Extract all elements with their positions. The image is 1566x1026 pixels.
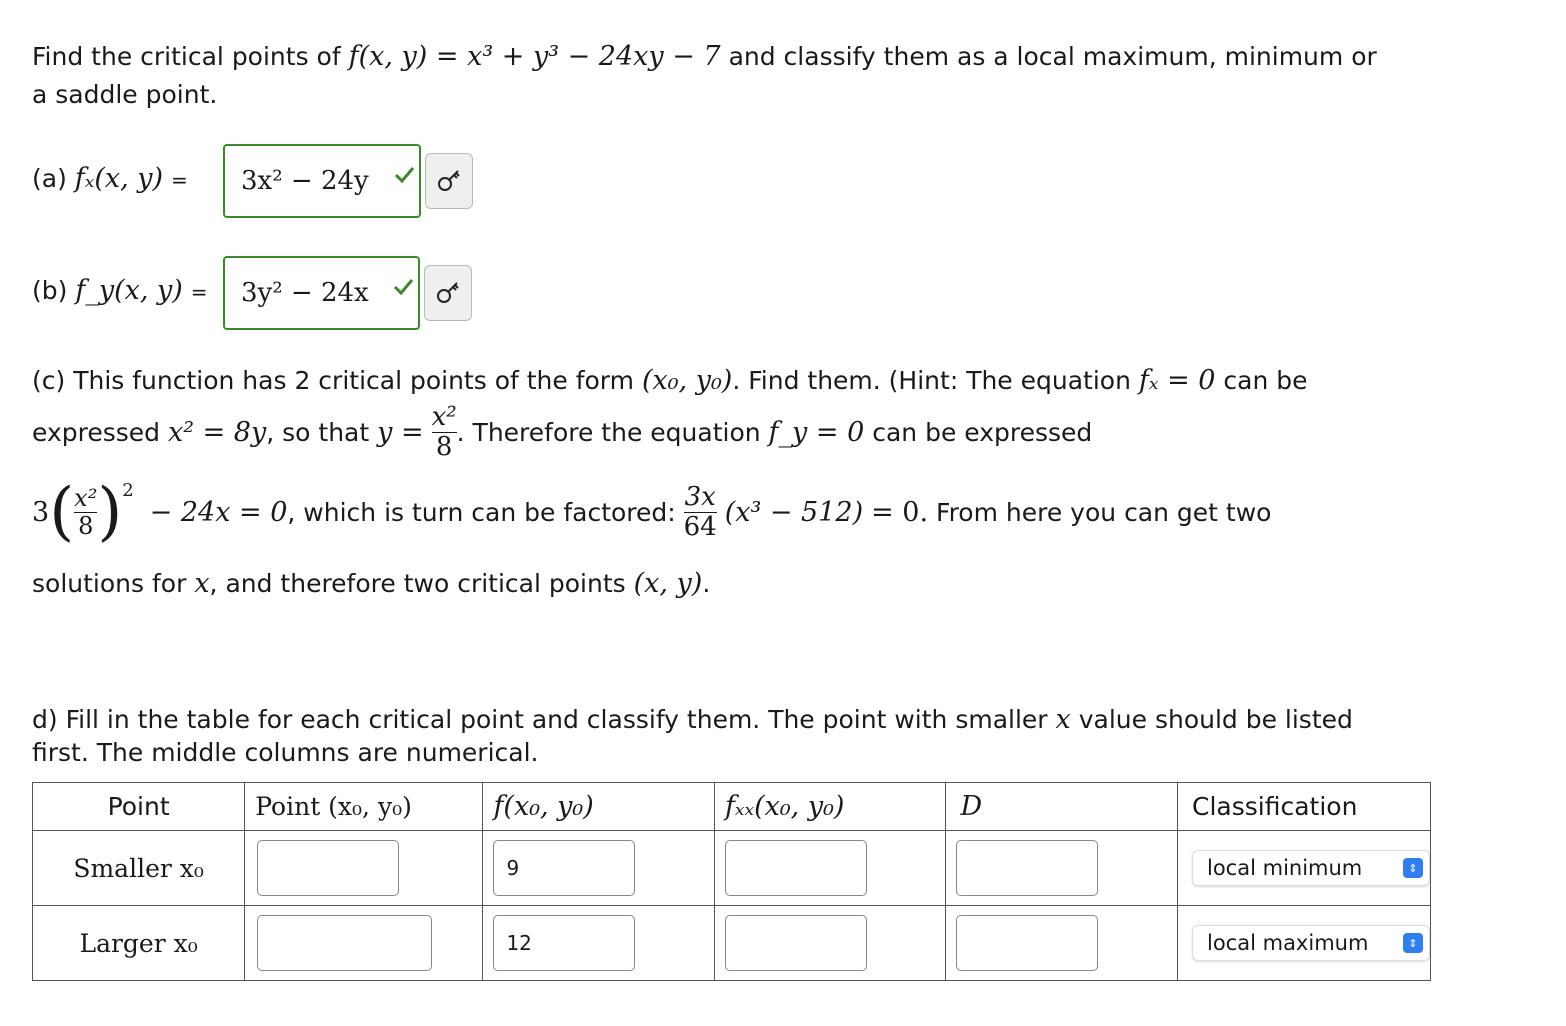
part-b-answer-field[interactable] <box>223 256 420 330</box>
classification-cell <box>1178 906 1431 981</box>
part-c-text: solutions for <box>32 569 187 598</box>
part-b-letter: (b) <box>32 276 68 305</box>
part-d-text: d) Fill in the table for each critical point and classify them. The point with smaller <box>32 705 1048 734</box>
function-expression: f(x, y) = x³ + y³ − 24xy − 7 <box>348 41 721 72</box>
part-a-lhs: fₓ(x, y) <box>74 163 164 194</box>
fxx-value-input[interactable] <box>725 840 867 896</box>
discriminant-input[interactable] <box>956 840 1098 896</box>
header-f-value-text: f(x₀, y₀) <box>493 791 594 822</box>
part-c-text: , and therefore two critical points <box>209 569 626 598</box>
show-answer-button[interactable] <box>425 153 473 209</box>
classification-select[interactable] <box>1192 925 1430 961</box>
classification-value: local maximum <box>1207 931 1369 955</box>
header-f-value <box>483 783 715 831</box>
part-c-text: . Therefore the equation <box>456 417 761 447</box>
header-discriminant-text: D <box>960 791 983 822</box>
point-input[interactable] <box>257 840 399 896</box>
problem-statement <box>32 38 1532 114</box>
part-d-line-2: first. The middle columns are numerical. <box>32 738 539 767</box>
f-cell <box>483 831 715 906</box>
part-c-coefficient: 3 <box>32 496 50 528</box>
header-classification: Classification <box>1178 783 1431 831</box>
key-icon <box>436 168 462 194</box>
fxx-value-input[interactable] <box>725 915 867 971</box>
table-row <box>33 831 1431 906</box>
check-icon <box>392 276 414 298</box>
classification-cell <box>1178 831 1431 906</box>
part-c-line-1 <box>32 365 1308 396</box>
part-c-text: (c) This function has 2 critical points of the form <box>32 366 635 395</box>
part-c-fraction <box>432 403 457 461</box>
row-label-text: Smaller x₀ <box>73 853 204 883</box>
part-d-var: x <box>1055 704 1071 735</box>
part-c-text: . <box>702 569 711 598</box>
table-row <box>33 906 1431 981</box>
part-a-answer-value: 3x² − 24y <box>241 166 369 196</box>
part-c-text: can be <box>1223 366 1308 395</box>
key-icon <box>435 280 461 306</box>
header-point: Point <box>33 783 245 831</box>
part-c-inner-fraction <box>74 485 97 539</box>
part-c-factor-equals: = 0. <box>871 496 929 528</box>
part-c-x-squared-eq: x² = 8y <box>167 416 267 448</box>
f-cell <box>483 906 715 981</box>
part-c-equation: − 24x = 0 <box>149 496 288 528</box>
part-c-line-2 <box>32 403 1092 461</box>
fxx-cell <box>714 906 946 981</box>
left-paren: ( <box>49 475 75 549</box>
part-c-factor-paren: (x³ − 512) <box>724 496 864 528</box>
right-paren: ) <box>97 475 123 549</box>
part-b-label <box>32 275 208 306</box>
d-cell <box>946 906 1178 981</box>
part-c-point-xy: (x, y) <box>633 568 703 599</box>
fraction-denominator: 8 <box>78 511 94 540</box>
select-chevron-icon: ⇕ <box>1403 933 1423 953</box>
part-a-letter: (a) <box>32 164 67 193</box>
part-d-line-1 <box>32 703 1353 736</box>
row-label <box>33 831 245 906</box>
part-a-equals: = <box>171 168 188 192</box>
part-c-text: can be expressed <box>872 417 1093 447</box>
header-fxx-value <box>714 783 946 831</box>
problem-line-2: a saddle point. <box>32 80 218 109</box>
part-a-answer-field[interactable] <box>223 144 421 218</box>
part-c-text: From here you can get two <box>936 497 1272 527</box>
part-c-var: x <box>194 568 210 599</box>
part-c-text: , so that <box>266 417 370 447</box>
fraction-denominator: 64 <box>683 511 717 542</box>
point-input[interactable] <box>257 915 432 971</box>
part-c-factor-fraction <box>684 483 717 541</box>
check-icon <box>393 164 415 186</box>
row-label-text: Larger x₀ <box>79 928 198 958</box>
point-cell <box>245 906 483 981</box>
critical-points-table <box>32 782 1431 981</box>
part-c-y-eq: y = <box>377 416 424 448</box>
header-point-coords <box>245 783 483 831</box>
point-cell <box>245 831 483 906</box>
header-point-coords-text: Point (x₀, y₀) <box>255 792 412 821</box>
part-c-text: expressed <box>32 417 161 447</box>
header-discriminant <box>946 783 1178 831</box>
fraction-denominator: 8 <box>435 431 453 462</box>
table-header-row <box>33 783 1431 831</box>
part-c-text: . Find them. (Hint: The equation <box>732 366 1131 395</box>
fraction-numerator: 3x <box>684 481 716 512</box>
fraction-numerator: x² <box>431 402 457 432</box>
discriminant-input[interactable] <box>956 915 1098 971</box>
part-c-exponent: 2 <box>122 480 134 501</box>
fxx-cell <box>714 831 946 906</box>
intro-text: Find the critical points of <box>32 42 341 71</box>
part-c-point: (x₀, y₀) <box>641 365 733 396</box>
classification-select[interactable] <box>1192 850 1430 886</box>
header-fxx-value-text: fₓₓ(x₀, y₀) <box>724 791 845 822</box>
f-value-input[interactable]: 9 <box>493 840 635 896</box>
part-d-text: value should be listed <box>1078 705 1353 734</box>
select-chevron-icon: ⇕ <box>1403 858 1423 878</box>
part-c-fy-equation: f_y = 0 <box>768 416 865 448</box>
part-b-lhs: f_y(x, y) <box>75 275 183 306</box>
part-c-fx-equation: fₓ = 0 <box>1138 365 1216 396</box>
part-a-label <box>32 163 188 194</box>
intro-text-post: and classify them as a local maximum, minimum or <box>728 42 1377 71</box>
part-c-text: , which is turn can be factored: <box>287 497 676 527</box>
part-d-instructions <box>32 703 1353 769</box>
show-answer-button[interactable] <box>424 265 472 321</box>
part-c-line-3 <box>32 475 1272 549</box>
part-c-line-4 <box>32 568 710 599</box>
part-b-answer-value: 3y² − 24x <box>241 278 369 308</box>
d-cell <box>946 831 1178 906</box>
row-label <box>33 906 245 981</box>
classification-value: local minimum <box>1207 856 1363 880</box>
f-value-input[interactable]: 12 <box>493 915 635 971</box>
problem-line-1 <box>32 38 1532 76</box>
fraction-numerator: x² <box>74 484 98 513</box>
part-b-equals: = <box>190 280 208 304</box>
